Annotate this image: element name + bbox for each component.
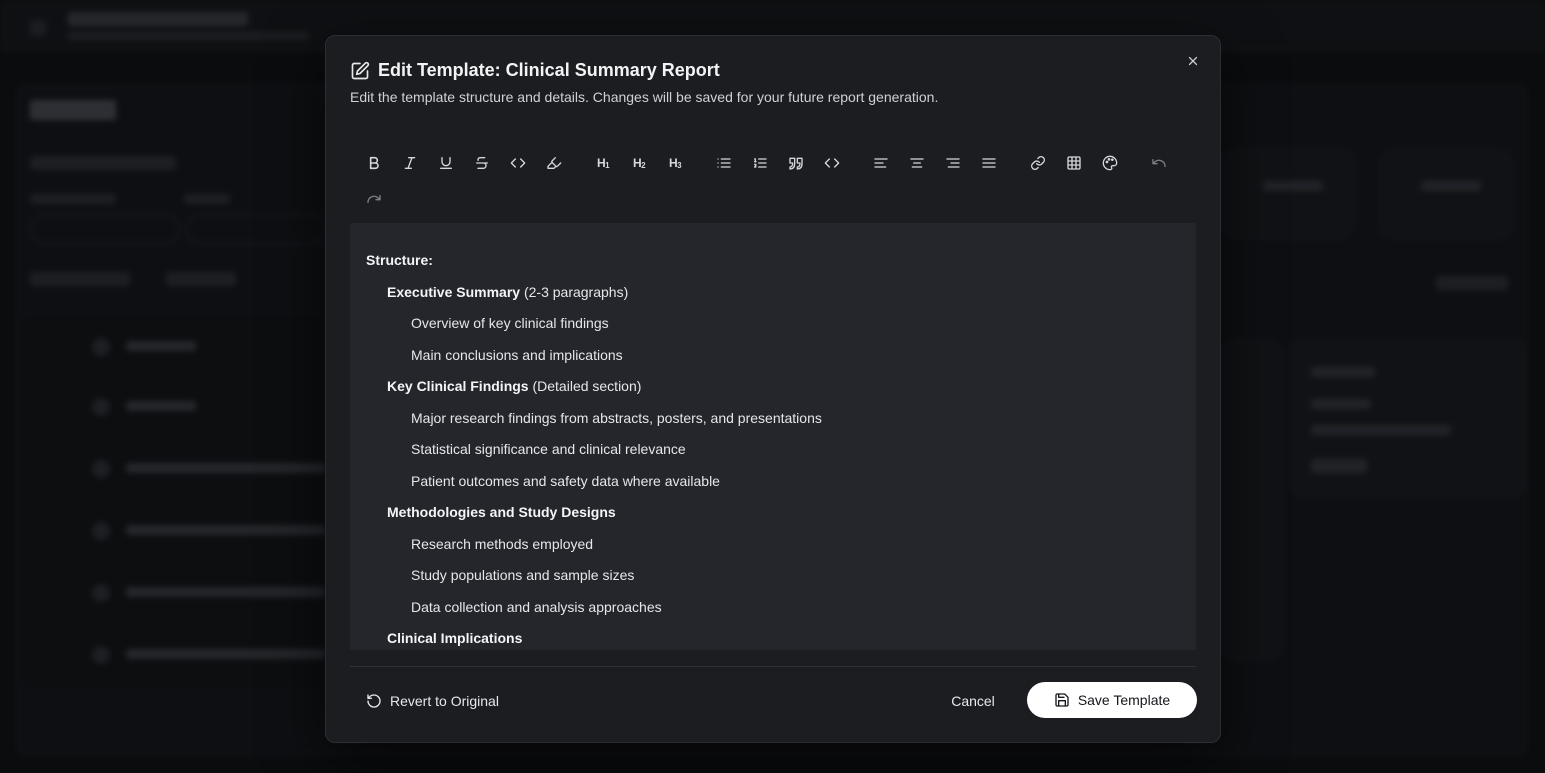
strikethrough-icon bbox=[474, 155, 490, 171]
align-justify-icon bbox=[981, 155, 997, 171]
ordered-list-icon bbox=[752, 155, 768, 171]
highlight-button[interactable] bbox=[539, 148, 569, 178]
inline-code-button[interactable] bbox=[503, 148, 533, 178]
editor-toolbar bbox=[350, 144, 1198, 214]
link-icon bbox=[1030, 155, 1046, 171]
italic-icon bbox=[402, 155, 418, 171]
revert-label: Revert to Original bbox=[390, 693, 499, 709]
code-icon bbox=[824, 155, 840, 171]
section-heading: Methodologies and Study Designs bbox=[387, 504, 616, 520]
structure-heading: Structure: bbox=[366, 252, 433, 268]
section-heading: Clinical Implications bbox=[387, 630, 523, 646]
heading-1-button[interactable]: $H_1$ bbox=[596, 156, 610, 170]
link-button[interactable] bbox=[1023, 148, 1053, 178]
section-heading: Key Clinical Findings (Detailed section) bbox=[387, 378, 642, 394]
list-item: Overview of key clinical findings bbox=[411, 315, 609, 331]
underline-button[interactable] bbox=[431, 148, 461, 178]
align-left-button[interactable] bbox=[866, 148, 896, 178]
footer-divider bbox=[350, 666, 1196, 667]
close-icon bbox=[1186, 54, 1200, 68]
rotate-ccw-icon bbox=[366, 693, 382, 709]
revert-to-original-button[interactable] bbox=[366, 686, 499, 716]
bold-icon bbox=[366, 155, 382, 171]
heading-2-button[interactable]: $H_2$ bbox=[632, 156, 646, 170]
undo-button[interactable] bbox=[1144, 148, 1174, 178]
heading-3-button[interactable]: $H_3$ bbox=[668, 156, 682, 170]
bullet-list-button[interactable] bbox=[709, 148, 739, 178]
highlighter-icon bbox=[546, 155, 562, 171]
align-center-button[interactable] bbox=[902, 148, 932, 178]
list-item: Statistical significance and clinical relevance bbox=[411, 441, 686, 457]
ordered-list-button[interactable] bbox=[745, 148, 775, 178]
align-justify-button[interactable] bbox=[974, 148, 1004, 178]
save-icon bbox=[1054, 692, 1070, 708]
bold-button[interactable] bbox=[359, 148, 389, 178]
dialog-description: Edit the template structure and details. Changes will be saved for your future report generation. bbox=[350, 89, 939, 105]
edit-icon bbox=[350, 61, 370, 81]
dialog-title bbox=[350, 60, 720, 81]
save-template-button[interactable] bbox=[1027, 682, 1197, 718]
template-editor[interactable] bbox=[350, 223, 1196, 650]
align-right-icon bbox=[945, 155, 961, 171]
quote-icon bbox=[788, 155, 804, 171]
palette-icon bbox=[1102, 155, 1118, 171]
table-icon bbox=[1066, 155, 1082, 171]
code-icon bbox=[510, 155, 526, 171]
undo-icon bbox=[1151, 155, 1167, 171]
code-block-button[interactable] bbox=[817, 148, 847, 178]
text-color-button[interactable] bbox=[1095, 148, 1125, 178]
edit-template-dialog bbox=[325, 35, 1221, 743]
blockquote-button[interactable] bbox=[781, 148, 811, 178]
redo-button[interactable] bbox=[359, 184, 389, 214]
save-label: Save Template bbox=[1077, 692, 1171, 708]
align-right-button[interactable] bbox=[938, 148, 968, 178]
list-item: Main conclusions and implications bbox=[411, 347, 623, 363]
list-item: Study populations and sample sizes bbox=[411, 567, 635, 583]
list-item: Research methods employed bbox=[411, 536, 594, 552]
close-button[interactable] bbox=[1184, 52, 1202, 70]
list-item: Data collection and analysis approaches bbox=[411, 599, 662, 615]
dialog-title-text: Edit Template: Clinical Summary Report bbox=[378, 60, 720, 80]
strikethrough-button[interactable] bbox=[467, 148, 497, 178]
underline-icon bbox=[438, 155, 454, 171]
list-item: Patient outcomes and safety data where available bbox=[411, 473, 720, 489]
align-left-icon bbox=[873, 155, 889, 171]
redo-icon bbox=[366, 191, 382, 207]
bullet-list-icon bbox=[716, 155, 732, 171]
italic-button[interactable] bbox=[395, 148, 425, 178]
table-button[interactable] bbox=[1059, 148, 1089, 178]
cancel-button[interactable]: Cancel bbox=[951, 693, 995, 709]
list-item: Major research findings from abstracts, posters, and presentations bbox=[411, 410, 822, 426]
align-center-icon bbox=[909, 155, 925, 171]
section-heading: Executive Summary (2-3 paragraphs) bbox=[387, 284, 629, 300]
